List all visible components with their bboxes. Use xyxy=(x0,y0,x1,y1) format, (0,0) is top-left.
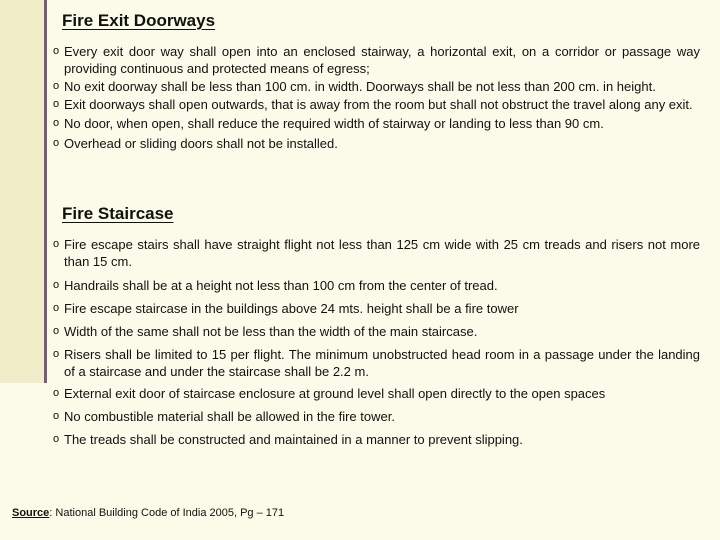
source-citation xyxy=(12,507,284,519)
list-item xyxy=(53,431,700,448)
list-item-text: Handrails shall be at a height not less than 100 cm from the center of tread. xyxy=(64,278,498,293)
section-title-fire-exit-doorways: Fire Exit Doorways xyxy=(62,11,216,30)
list-item xyxy=(53,236,700,270)
list-item xyxy=(53,408,700,425)
list-item xyxy=(53,43,700,77)
list-item-text: Every exit door way shall open into an enclosed stairway, a horizontal exit, on a corridor or passage way providing continuous and protected means of egress; xyxy=(64,44,700,76)
list-item xyxy=(53,78,700,95)
source-text: : National Building Code of India 2005, Pg – 171 xyxy=(49,507,285,519)
hollow-circle-bullet-icon: o xyxy=(53,279,60,291)
hollow-circle-bullet-icon: o xyxy=(53,238,60,250)
hollow-circle-bullet-icon: o xyxy=(53,433,60,445)
list-item-text: No exit doorway shall be less than 100 cm. in width. Doorways shall be not less than 200 cm. in height. xyxy=(64,79,656,94)
hollow-circle-bullet-icon: o xyxy=(53,387,60,399)
list-item-text: Risers shall be limited to 15 per flight. The minimum unobstructed head room in a passage under the landing of a staircase and under the staircase shall be 2.2 m. xyxy=(64,347,700,379)
list-item xyxy=(53,385,700,402)
section-title-fire-staircase: Fire Staircase xyxy=(62,204,174,223)
fire-staircase-list xyxy=(53,236,700,448)
hollow-circle-bullet-icon: o xyxy=(53,117,60,129)
list-item-text: No door, when open, shall reduce the required width of stairway or landing to less than 90 cm. xyxy=(64,116,604,131)
fire-exit-doorways-list xyxy=(53,43,700,152)
list-item xyxy=(53,96,700,113)
hollow-circle-bullet-icon: o xyxy=(53,302,60,314)
hollow-circle-bullet-icon: o xyxy=(53,348,60,360)
hollow-circle-bullet-icon: o xyxy=(53,137,60,149)
hollow-circle-bullet-icon: o xyxy=(53,80,60,92)
list-item-text: Overhead or sliding doors shall not be installed. xyxy=(64,136,338,151)
slide-left-accent-bar xyxy=(0,0,47,383)
list-item xyxy=(53,323,700,340)
list-item-text: The treads shall be constructed and maintained in a manner to prevent slipping. xyxy=(64,432,523,447)
list-item-text: Fire escape staircase in the buildings above 24 mts. height shall be a fire tower xyxy=(64,301,519,316)
list-item xyxy=(53,300,700,317)
hollow-circle-bullet-icon: o xyxy=(53,410,60,422)
list-item xyxy=(53,346,700,380)
source-label: Source xyxy=(12,507,50,519)
list-item-text: Exit doorways shall open outwards, that is away from the room but shall not obstruct the travel along any exit. xyxy=(64,97,693,112)
hollow-circle-bullet-icon: o xyxy=(53,45,60,57)
hollow-circle-bullet-icon: o xyxy=(53,98,60,110)
list-item xyxy=(53,115,700,132)
hollow-circle-bullet-icon: o xyxy=(53,325,60,337)
list-item-text: Fire escape stairs shall have straight flight not less than 125 cm wide with 25 cm treads and risers not more than 15 cm. xyxy=(64,237,700,269)
list-item-text: No combustible material shall be allowed in the fire tower. xyxy=(64,409,395,424)
list-item xyxy=(53,277,700,294)
list-item xyxy=(53,135,700,152)
list-item-text: Width of the same shall not be less than the width of the main staircase. xyxy=(64,324,478,339)
list-item-text: External exit door of staircase enclosure at ground level shall open directly to the open spaces xyxy=(64,386,606,401)
